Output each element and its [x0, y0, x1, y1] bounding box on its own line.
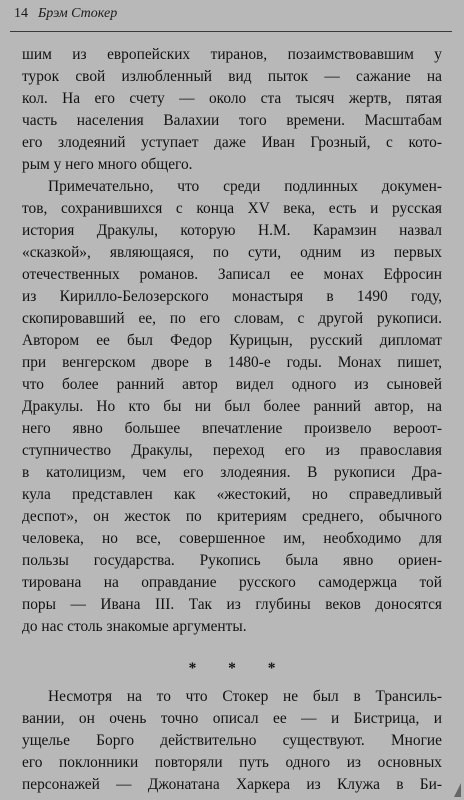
text-line: из Кирилло-Белозерского монастыря в 1490 году, [22, 288, 442, 305]
text-line: Несмотря на то что Стокер не был в Трансиль- [48, 688, 442, 705]
running-head [14, 6, 117, 22]
text-line: Примечательно, что среди подлинных докумен- [48, 178, 442, 195]
text-line: скопировавший ее, по его словам, с другой рукописи. [22, 310, 442, 327]
text-line: при венгерском дворе в 1480-е годы. Монах пишет, [22, 354, 442, 371]
paragraph-3 [22, 686, 442, 796]
text-line: деспот», он жесток по критериям среднего, обычного [22, 508, 442, 525]
running-head-author: Брэм Стокер [38, 6, 118, 21]
paragraph-1 [22, 44, 442, 176]
paragraph-2 [22, 176, 442, 638]
text-line: Автором ее был Федор Курицын, русский дипломат [22, 332, 442, 349]
text-line: в католицизм, чем его злодеяния. В рукописи Дра- [22, 464, 442, 481]
text-line: шим из европейских тиранов, позаимствовавшим у [22, 46, 442, 63]
text-line: рым у него много общего. [22, 156, 193, 173]
text-line: кула представлен как «жестокий, но справедливый [22, 486, 442, 503]
text-line: ступничество Дракулы, переход его из православия [22, 442, 442, 459]
text-line: до нас столь знакомые аргументы. [22, 618, 247, 635]
text-line: история Дракулы, которую Н.М. Карамзин назвал [22, 222, 442, 239]
text-line: него явно большее впечатление произвело вероот- [22, 420, 442, 437]
text-line: кол. На его счету — около ста тысяч жертв, пятая [22, 90, 442, 107]
header-rule [10, 31, 452, 32]
text-line: пользы государства. Рукопись была явно ориен- [22, 552, 442, 569]
text-line: ущелье Борго действительно существуют. Многие [22, 732, 442, 749]
text-line: его поклонники повторяли путь одного из основных [22, 754, 442, 771]
section-separator: * * * [188, 660, 290, 677]
text-line: персонажей — Джонатана Харкера из Клужа в Би- [22, 776, 442, 793]
body-text [22, 44, 442, 796]
text-line: тирована на оправдание русского самодержца той [22, 574, 442, 591]
text-line: турок свой излюбленный вид пыток — сажание на [22, 68, 442, 85]
text-line: тов, сохранившихся с конца XV века, есть и русская [22, 200, 442, 217]
text-line: Дракулы. Но кто бы ни был более ранний автор, на [22, 398, 442, 415]
text-line: человека, но все, совершенное им, необходимо для [22, 530, 442, 547]
text-line: поры — Ивана III. Так из глубины веков доносятся [22, 596, 442, 613]
page-number: 14 [14, 6, 28, 21]
text-line: отечественных романов. Записал ее монах Ефросин [22, 266, 442, 283]
text-line: его злодеяний уступает даже Иван Грозный, с кото- [22, 134, 442, 151]
text-line: часть населения Валахии того времени. Масштабам [22, 112, 442, 129]
text-line: что более ранний автор видел одного из сыновей [22, 376, 442, 393]
text-line: вании, он очень точно описал ее — и Бистрица, и [22, 710, 442, 727]
page-corner-mark [454, 783, 461, 797]
text-line: «сказкой», являющаяся, по сути, одним из первых [22, 244, 442, 261]
